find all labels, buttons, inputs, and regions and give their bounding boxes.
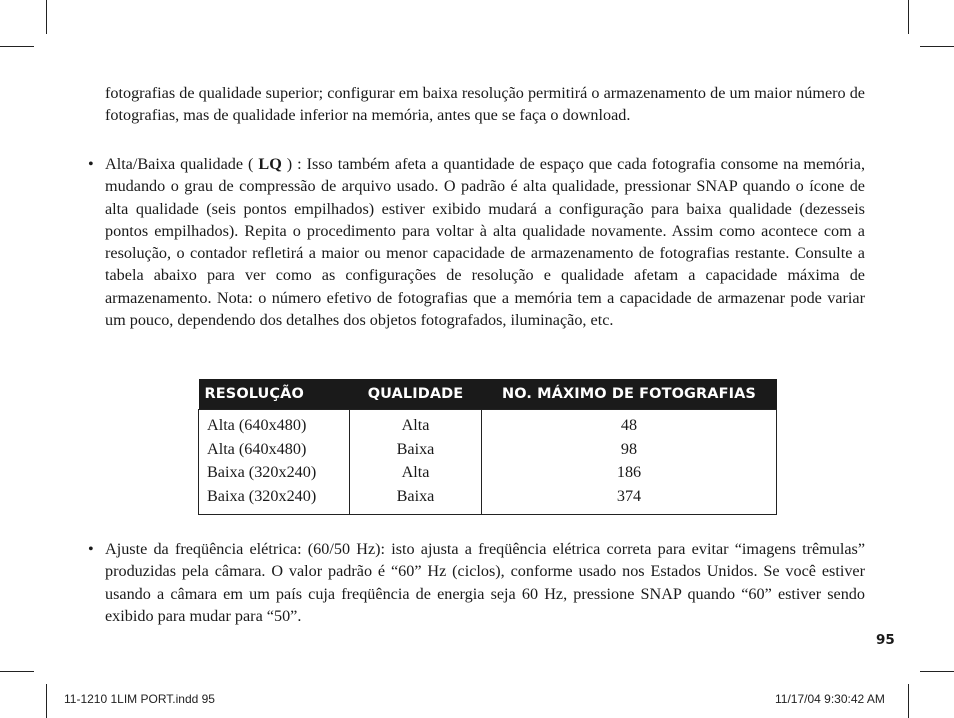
bullet-marker: • bbox=[88, 155, 94, 173]
frequency-setting-paragraph: Ajuste da freqüência elétrica: (60/50 Hz): isto ajusta a freqüência elétrica correta para evitar “imagens trêmulas” produzidas pela câmara. O valor padrão é “60” Hz (ciclos), conforme usado nos Estados Unidos. Se você estiver usando a câmara em um país cuja freqüência de energia seja 60 Hz, pressione SNAP quando “60” estiver sendo exibido para mudar para “50”. bbox=[105, 540, 865, 625]
table-cell-max-photos: 48 bbox=[620, 416, 638, 434]
resolution-column bbox=[199, 410, 350, 515]
crop-mark bbox=[920, 671, 954, 672]
table-cell-max-photos: 374 bbox=[616, 486, 642, 505]
lq-code: LQ bbox=[258, 155, 282, 173]
page-number: 95 bbox=[876, 632, 895, 648]
table-cell-quality: Alta bbox=[401, 463, 430, 481]
crop-mark bbox=[908, 0, 909, 34]
quality-paragraph-prefix: Alta/Baixa qualidade ( bbox=[105, 155, 259, 173]
quality-column bbox=[350, 410, 482, 515]
table-header-row bbox=[199, 379, 777, 410]
header-max-photos: NO. MÁXIMO DE FOTOGRAFIAS bbox=[482, 379, 777, 410]
crop-mark bbox=[0, 46, 34, 47]
slug-timestamp: 11/17/04 9:30:42 AM bbox=[775, 692, 885, 706]
quality-paragraph-body: ) : Isso também afeta a quantidade de espaço que cada fotografia consome na memória, mudando o grau de compressão de arquivo usado. O padrão é alta qualidade, pressionar SNAP quando o ícone de alta qualidade (seis pontos empilhados) estiver exibido mudará a configuração para baixa qualidade (dezesseis pontos empilhados). Repita o procedimento para voltar à alta qualidade novamente. Assim como acontece com a resolução, o contador refletirá a maior ou menor capacidade de armazenamento de fotografias restante. Consulte a tabela abaixo para ver como as configurações de resolução e qualidade afetam a capacidade máxima de armazenamento. Nota: o número efetivo de fotografias que a memória tem a capacidade de armazenar pode variar um pouco, dependendo dos detalhes dos objetos fotografados, iluminação, etc. bbox=[105, 155, 865, 330]
crop-mark bbox=[920, 46, 954, 47]
table-cell-max-photos: 186 bbox=[616, 463, 642, 481]
quality-setting-paragraph bbox=[105, 153, 865, 331]
storage-capacity-table bbox=[198, 379, 777, 515]
header-resolution: RESOLUÇÃO bbox=[199, 379, 350, 410]
table-cell-resolution: Baixa (320x240) bbox=[207, 486, 317, 505]
table-body-row bbox=[199, 410, 777, 515]
body-paragraph-continuation: fotografias de qualidade superior; configurar em baixa resolução permitirá o armazenamento de um maior número de fotografias, mas de qualidade inferior na memória, antes que se faça o download. bbox=[105, 84, 865, 125]
table-cell-quality: Alta bbox=[401, 416, 430, 434]
max-photos-column bbox=[482, 410, 777, 515]
table-cell-quality: Baixa bbox=[396, 439, 435, 458]
crop-mark bbox=[46, 0, 47, 34]
table-cell-quality: Baixa bbox=[396, 486, 435, 505]
table-cell-max-photos: 98 bbox=[620, 439, 638, 458]
crop-mark bbox=[908, 684, 909, 718]
slug-file-info: 11-1210 1LIM PORT.indd 95 bbox=[64, 692, 215, 706]
crop-mark bbox=[46, 684, 47, 718]
bullet-marker: • bbox=[88, 540, 94, 558]
table-cell-resolution: Alta (640x480) bbox=[207, 416, 307, 434]
header-quality: QUALIDADE bbox=[350, 379, 482, 410]
table-cell-resolution: Baixa (320x240) bbox=[207, 463, 317, 481]
crop-mark bbox=[0, 671, 34, 672]
table-cell-resolution: Alta (640x480) bbox=[207, 439, 307, 458]
